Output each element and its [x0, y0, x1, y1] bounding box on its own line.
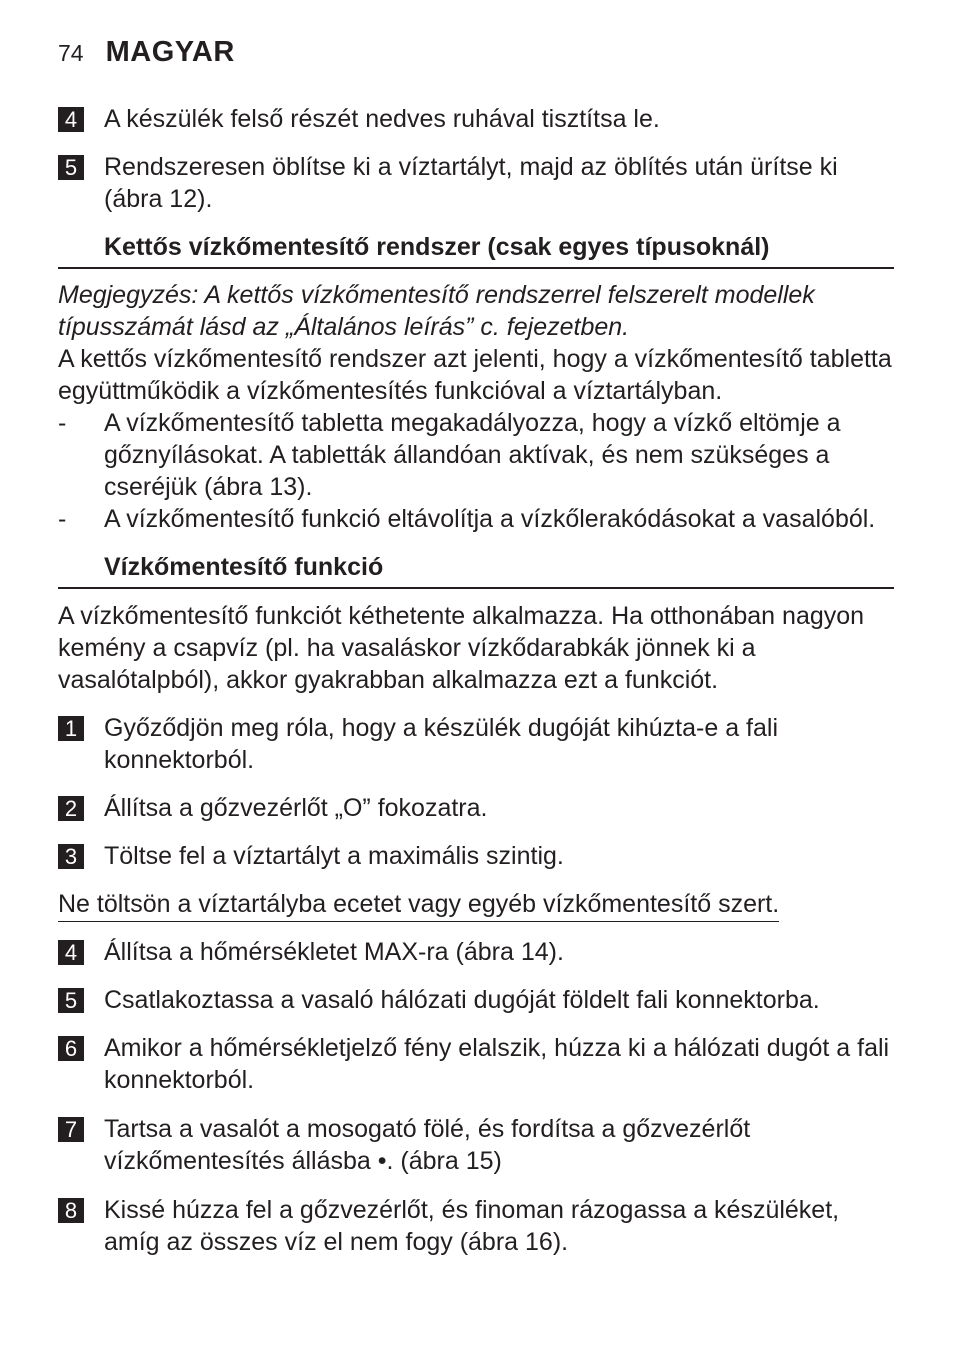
step-item [58, 792, 894, 824]
warning-text: Ne töltsön a víztartályba ecetet vagy egyéb vízkőmentesítő szert. [58, 888, 779, 922]
intro-paragraph: A vízkőmentesítő funkciót kéthetente alkalmazza. Ha otthonában nagyon kemény a csapvíz (pl. ha vasaláskor vízkődarabkák jönnek ki a vasalótalpból), akkor gyakrabban alkalmazza ezt a funkciót. [58, 602, 865, 694]
intro-paragraph: A kettős vízkőmentesítő rendszer azt jelenti, hogy a vízkőmentesítő tabletta együttműködik a vízkőmentesítés funkcióval a víztartályban. [58, 345, 892, 405]
list-item: - A vízkőmentesítő tabletta megakadályozza, hogy a vízkő eltömje a gőznyílásokat. A tabletták állandóan aktívak, és nem szükséges a cseréjük (ábra 13). [58, 407, 894, 503]
step-item [58, 840, 894, 872]
step-text: Állítsa a hőmérsékletet MAX-ra (ábra 14). [104, 938, 564, 966]
step-text: Győződjön meg róla, hogy a készülék dugóját kihúzta-e a fali konnektorból. [104, 714, 778, 774]
step-text: Állítsa a gőzvezérlőt „O” fokozatra. [104, 794, 488, 822]
step-item [58, 1194, 894, 1258]
step-number: 3 [58, 844, 84, 869]
step-item [58, 151, 894, 215]
step-text: Tartsa a vasalót a mosogató fölé, és fordítsa a gőzvezérlőt vízkőmentesítés állásba •. (ábra 15) [104, 1115, 751, 1175]
section-heading: Vízkőmentesítő funkció [58, 551, 894, 589]
step-number: 1 [58, 716, 84, 741]
step-text: Csatlakoztassa a vasaló hálózati dugóját földelt fali konnektorba. [104, 986, 820, 1014]
step-text: Rendszeresen öblítse ki a víztartályt, majd az öblítés után ürítse ki (ábra 12). [104, 153, 838, 213]
step-number: 2 [58, 796, 84, 821]
list-item-text: A vízkőmentesítő funkció eltávolítja a vízkőlerakódásokat a vasalóból. [104, 505, 876, 533]
step-item [58, 712, 894, 776]
step-number: 7 [58, 1117, 84, 1142]
page-header [58, 36, 235, 72]
step-item [58, 984, 894, 1016]
step-text: Amikor a hőmérsékletjelző fény elalszik, húzza ki a hálózati dugót a fali konnektorból. [104, 1034, 890, 1094]
list-item: - A vízkőmentesítő funkció eltávolítja a vízkőlerakódásokat a vasalóból. [58, 503, 894, 535]
language-title: MAGYAR [105, 36, 235, 68]
step-number: 4 [58, 940, 84, 965]
step-number: 5 [58, 155, 84, 180]
step-number: 6 [58, 1036, 84, 1061]
step-text: A készülék felső részét nedves ruhával tisztítsa le. [104, 105, 660, 133]
section-heading: Kettős vízkőmentesítő rendszer (csak egyes típusoknál) [58, 231, 894, 269]
step-number: 4 [58, 107, 84, 132]
page-number: 74 [58, 40, 84, 66]
step-item [58, 103, 894, 135]
step-item [58, 936, 894, 968]
note-text: Megjegyzés: A kettős vízkőmentesítő rendszerrel felszerelt modellek típusszámát lásd az „Általános leírás” c. fejezetben. [58, 281, 815, 341]
step-item [58, 1113, 894, 1177]
step-item [58, 1032, 894, 1096]
step-text: Kissé húzza fel a gőzvezérlőt, és finoman rázogassa a készüléket, amíg az összes víz el nem fogy (ábra 16). [104, 1196, 840, 1256]
step-number: 8 [58, 1198, 84, 1223]
step-text: Töltse fel a víztartályt a maximális szintig. [104, 842, 564, 870]
list-item-text: A vízkőmentesítő tabletta megakadályozza, hogy a vízkő eltömje a gőznyílásokat. A tabletták állandóan aktívak, és nem szükséges a cseréjük (ábra 13). [104, 409, 841, 501]
step-number: 5 [58, 988, 84, 1013]
